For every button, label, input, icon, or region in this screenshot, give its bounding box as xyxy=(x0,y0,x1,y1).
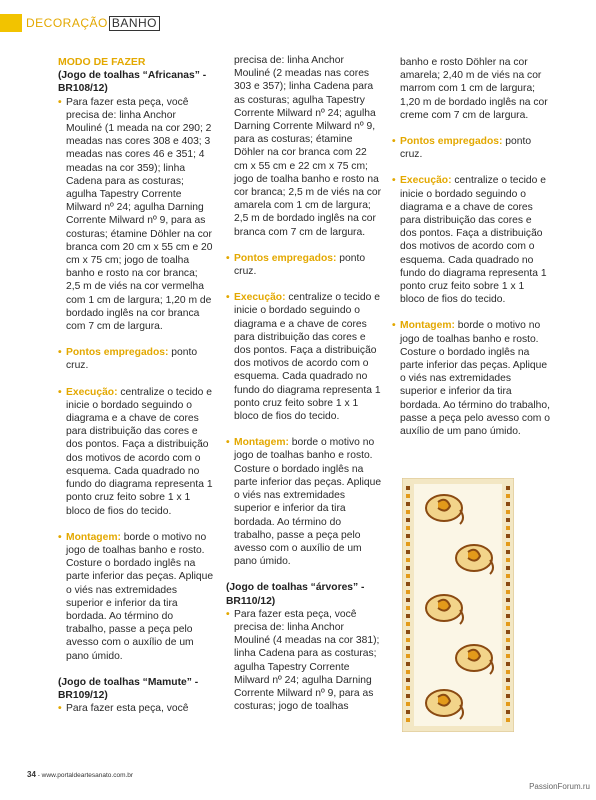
border-stitch xyxy=(506,702,510,706)
border-stitch xyxy=(406,574,410,578)
border-stitch xyxy=(506,710,510,714)
border-stitch xyxy=(406,518,410,522)
bullet-icon: • xyxy=(226,292,230,304)
border-stitch xyxy=(406,718,410,722)
border-stitch xyxy=(506,486,510,490)
footer-site: - www.portaldeartesanato.com.br xyxy=(35,772,134,779)
border-stitch xyxy=(406,622,410,626)
border-stitch xyxy=(506,582,510,586)
stitches-arvores: • Pontos empregados: ponto cruz. xyxy=(392,136,532,161)
border-stitch xyxy=(506,558,510,562)
border-stitch xyxy=(506,638,510,642)
bullet-icon: • xyxy=(58,386,62,398)
subsection-title: BANHO xyxy=(109,16,160,31)
watermark: PassionForum.ru xyxy=(529,782,590,791)
set-title-africanas: (Jogo de toalhas “Africanas” - BR108/12) xyxy=(58,70,207,95)
border-stitch xyxy=(406,502,410,506)
border-stitch xyxy=(506,662,510,666)
mounting-africanas: • Montagem: borde o motivo no jogo de toalhas banho e rosto. Costure o bordado inglês na parte inferior das peças. Aplique o viés nas extremidades superior e inferior da tira bordada. Ao término do trabalho, passe a peça pelo avesso com o auxílio de um pano úmido. xyxy=(58,531,214,662)
border-stitch xyxy=(506,686,510,690)
column-3 xyxy=(392,56,550,438)
border-stitch xyxy=(506,630,510,634)
bullet-icon: • xyxy=(58,347,62,359)
stitches-africanas: • Pontos empregados: ponto cruz. xyxy=(58,347,198,372)
border-stitch xyxy=(506,646,510,650)
header-color-bar xyxy=(0,14,22,32)
border-stitch xyxy=(506,494,510,498)
bullet-icon: • xyxy=(58,703,62,715)
border-stitch xyxy=(406,686,410,690)
border-stitch xyxy=(406,582,410,586)
section-title: DECORAÇÃO xyxy=(26,16,108,30)
border-stitch xyxy=(406,566,410,570)
column-2 xyxy=(226,54,382,713)
execution-arvores: • Execução: centralize o tecido e inicie o bordado seguindo o diagrama e a chave de cores para distribuição das cores e dos pontos. Faça a distribuição dos motivos de acordo com o esquema. Cada quadrado no fundo do diagrama representa 1 ponto cruz feito sobre 1 x 1 bloco de fios do tecido. xyxy=(392,175,547,306)
border-stitch xyxy=(406,534,410,538)
border-stitch xyxy=(506,542,510,546)
border-stitch xyxy=(406,670,410,674)
bullet-icon: • xyxy=(226,437,230,449)
set-title-mamute: (Jogo de toalhas “Mamute” - BR109/12) xyxy=(58,676,199,701)
border-stitch xyxy=(406,702,410,706)
border-stitch xyxy=(406,526,410,530)
bullet-icon: • xyxy=(226,608,230,620)
border-stitch xyxy=(506,566,510,570)
border-stitch xyxy=(506,614,510,618)
border-stitch xyxy=(506,606,510,610)
mounting-mamute: • Montagem: borde o motivo no jogo de toalhas banho e rosto. Costure o bordado inglês na parte inferior das peças. Aplique o viés nas extremidades superior e inferior da tira bordada. Ao término do trabalho, passe a peça pelo avesso com o auxílio de um pano úmido. xyxy=(226,437,382,568)
border-stitch xyxy=(506,694,510,698)
border-stitch xyxy=(506,502,510,506)
border-stitch xyxy=(506,550,510,554)
page-number: 34 xyxy=(27,770,36,779)
execution-africanas: • Execução: centralize o tecido e inicie o bordado seguindo o diagrama e a chave de cores para distribuição das cores e dos pontos. Faça a distribuição dos motivos de acordo com o esquema. Cada quadrado no fundo do diagrama representa 1 ponto cruz feito sobre 1 x 1 bloco de fios do tecido. xyxy=(58,386,213,517)
border-stitch xyxy=(406,710,410,714)
border-stitch xyxy=(406,606,410,610)
bullet-icon: • xyxy=(226,252,230,264)
border-stitch xyxy=(506,718,510,722)
border-stitch xyxy=(406,662,410,666)
border-stitch xyxy=(506,574,510,578)
set-title-arvores: (Jogo de toalhas “árvores” - BR110/12) xyxy=(226,582,365,607)
border-stitch xyxy=(406,590,410,594)
materials-arvores-cont: banho e rosto Döhler na cor amarela; 2,40 m de viés na cor marrom com 1 cm de largura; 1,20 m de bordado inglês na cor creme com 7 cm de largura. xyxy=(400,57,548,121)
embroidery-pattern-image xyxy=(402,478,514,732)
border-stitch xyxy=(506,534,510,538)
border-stitch xyxy=(506,590,510,594)
border-stitch xyxy=(406,550,410,554)
bullet-icon: • xyxy=(392,320,396,332)
materials-arvores: • Para fazer esta peça, você precisa de: linha Anchor Mouliné (4 meadas na cor 381); linha Cadena para as costuras; agulha Tapestry Corrente Milward nº 24; agulha Darning Corrente Milward nº 9, para as costuras; jogo de toalhas xyxy=(226,608,380,713)
execution-mamute: • Execução: centralize o tecido e inicie o bordado seguindo o diagrama e a chave de cores para distribuição das cores e dos pontos. Faça a distribuição dos motivos de acordo com o esquema. Cada quadrado no fundo do diagrama representa 1 ponto cruz feito sobre 1 x 1 bloco de fios do tecido. xyxy=(226,292,381,423)
border-stitch xyxy=(506,670,510,674)
border-stitch xyxy=(406,486,410,490)
materials-mamute-cont: precisa de: linha Anchor Mouliné (2 meadas nas cores 303 e 357); linha Cadena para as costuras; agulha Tapestry Corrente Milward nº 24; agulha Darning Corrente Milward nº 9, para as costuras; étamine Döhler na cor branca com 22 cm x 55 cm e 22 cm x 75 cm; jogo de toalha banho e rosto na cor branca; 2,5 m de viés na cor amarela com 1 cm de largura; 2,5 m de bordado inglês na cor branca com 7 cm de largura. xyxy=(234,55,382,238)
materials-mamute-start: • Para fazer esta peça, você xyxy=(58,703,189,715)
border-stitch xyxy=(406,646,410,650)
border-stitch xyxy=(506,518,510,522)
method-title: MODO DE FAZER xyxy=(58,56,146,68)
column-1 xyxy=(58,56,214,715)
section-header xyxy=(0,14,160,32)
border-stitch xyxy=(506,654,510,658)
border-stitch xyxy=(506,510,510,514)
mounting-arvores: • Montagem: borde o motivo no jogo de toalhas banho e rosto. Costure o bordado inglês na parte inferior das peças. Aplique o viés nas extremidades superior e inferior da tira bordada. Ao término do trabalho, passe a peça pelo avesso com o auxílio de um pano úmido. xyxy=(392,320,550,438)
bullet-icon: • xyxy=(392,175,396,187)
border-stitch xyxy=(506,622,510,626)
border-stitch xyxy=(406,510,410,514)
border-stitch xyxy=(406,630,410,634)
materials-africanas: • Para fazer esta peça, você precisa de: linha Anchor Mouliné (1 meada na cor 290; 2 meadas nas cores 308 e 403; 3 meadas nas cores 46 e 351; 4 meadas na cor 359); linha Cadena para as costuras; agulha Tapestry Corrente Milward nº 24; agulha Darning Corrente Milward nº 9, para as costuras; étamine Döhler na cor branca com 20 cm x 55 cm e 20 cm x 75 cm; jogo de toalha banho e rosto na cor branca; 2,5 m de viés na cor vermelha com 1 cm de largura; 1,20 m de bordado inglês na cor branca com 7 cm de largura. xyxy=(58,96,213,333)
border-stitch xyxy=(406,654,410,658)
border-stitch xyxy=(506,678,510,682)
stitches-mamute: • Pontos empregados: ponto cruz. xyxy=(226,252,366,278)
bullet-icon: • xyxy=(392,136,396,148)
border-stitch xyxy=(506,598,510,602)
border-stitch xyxy=(506,526,510,530)
border-stitch xyxy=(406,558,410,562)
border-stitch xyxy=(406,638,410,642)
border-stitch xyxy=(406,598,410,602)
border-stitch xyxy=(406,614,410,618)
bullet-icon: • xyxy=(58,531,62,543)
border-stitch xyxy=(406,494,410,498)
border-stitch xyxy=(406,678,410,682)
page-footer xyxy=(27,770,133,779)
border-stitch xyxy=(406,542,410,546)
border-stitch xyxy=(406,694,410,698)
bullet-icon: • xyxy=(58,96,62,108)
